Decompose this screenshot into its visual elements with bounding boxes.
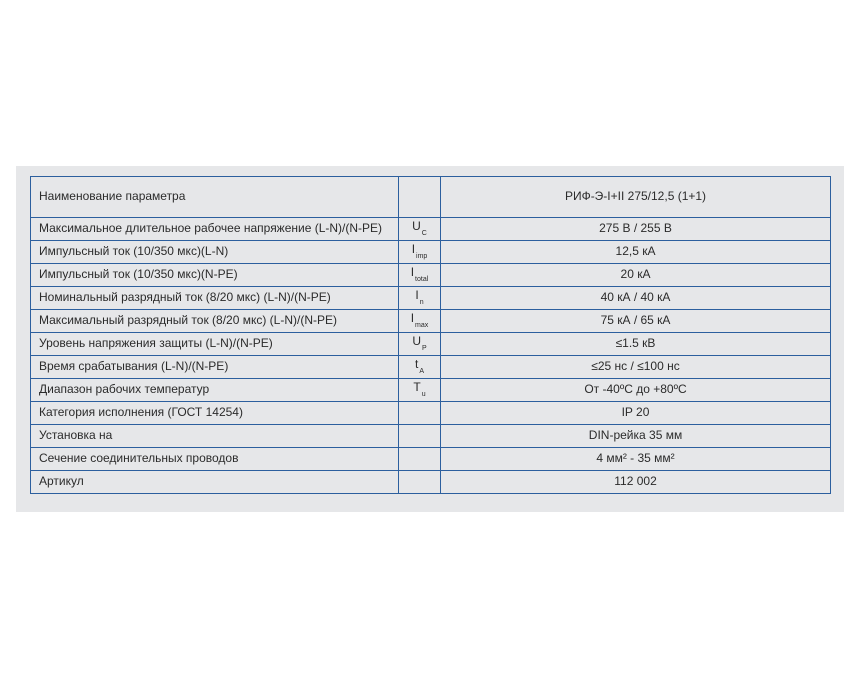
parameter-name: Сечение соединительных проводов [31,448,399,471]
parameter-name: Установка на [31,425,399,448]
parameter-name: Уровень напряжения защиты (L-N)/(N-PE) [31,333,399,356]
parameter-value: 4 мм² - 35 мм² [441,448,831,471]
parameter-value: 40 кА / 40 кА [441,287,831,310]
parameter-value: DIN-рейка 35 мм [441,425,831,448]
parameter-name: Диапазон рабочих температур [31,379,399,402]
parameter-value: 75 кА / 65 кА [441,310,831,333]
parameter-symbol [399,471,441,494]
table-row [31,425,831,448]
table-row [31,310,831,333]
parameter-value: 112 002 [441,471,831,494]
table-row [31,471,831,494]
parameter-symbol: $I_{total}$ [399,264,441,287]
parameter-symbol: $U_P$ [399,333,441,356]
parameter-value: 275 В / 255 В [441,218,831,241]
table-row [31,379,831,402]
header-product-model: РИФ-Э-I+II 275/12,5 (1+1) [441,177,831,218]
table-row [31,402,831,425]
parameter-value: От -40ºС до +80ºС [441,379,831,402]
parameter-symbol [399,402,441,425]
parameter-value: ≤1.5 кВ [441,333,831,356]
parameter-name: Категория исполнения (ГОСТ 14254) [31,402,399,425]
header-symbol [399,177,441,218]
specifications-table [30,176,831,494]
header-parameter-name: Наименование параметра [31,177,399,218]
parameter-symbol: $U_C$ [399,218,441,241]
parameter-name: Импульсный ток (10/350 мкс)(L-N) [31,241,399,264]
parameter-value: IP 20 [441,402,831,425]
table-row [31,287,831,310]
parameter-symbol [399,448,441,471]
parameter-value: 12,5 кА [441,241,831,264]
table-row [31,333,831,356]
parameter-value: 20 кА [441,264,831,287]
table-row [31,218,831,241]
table-row [31,264,831,287]
parameter-symbol: $I_{imp}$ [399,241,441,264]
table-row [31,448,831,471]
parameter-symbol: $I_{max}$ [399,310,441,333]
parameter-name: Номинальный разрядный ток (8/20 мкс) (L-N)/(N-PE) [31,287,399,310]
parameter-name: Максимальный разрядный ток (8/20 мкс) (L-N)/(N-PE) [31,310,399,333]
parameter-name: Артикул [31,471,399,494]
parameter-name: Время срабатывания (L-N)/(N-PE) [31,356,399,379]
parameter-symbol: $t_A$ [399,356,441,379]
parameter-name: Импульсный ток (10/350 мкс)(N-PE) [31,264,399,287]
parameter-value: ≤25 нс / ≤100 нс [441,356,831,379]
parameter-name: Максимальное длительное рабочее напряжение (L-N)/(N-PE) [31,218,399,241]
parameter-symbol: $I_n$ [399,287,441,310]
table-row [31,241,831,264]
table-header-row [31,177,831,218]
parameter-symbol: $T_u$ [399,379,441,402]
parameter-symbol [399,425,441,448]
table-row [31,356,831,379]
